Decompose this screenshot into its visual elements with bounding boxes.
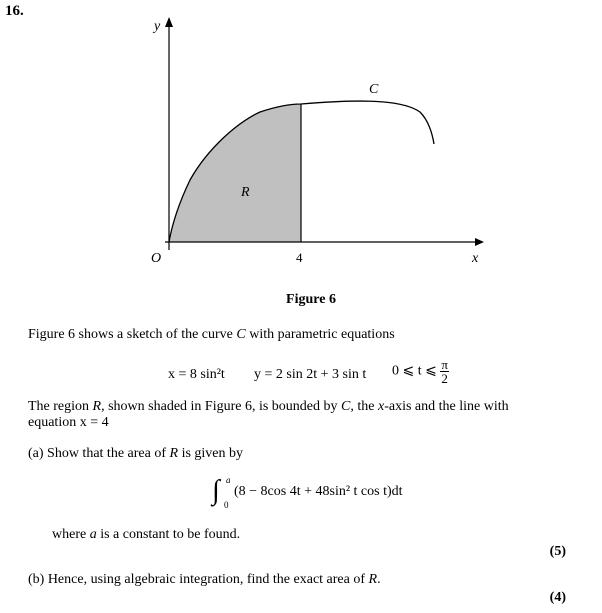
region-description: The region R, shown shaded in Figure 6, is bounded by C, the x-axis and the line with equation x = 4	[28, 399, 509, 430]
figure-6	[0, 0, 602, 290]
y-axis-arrow	[165, 17, 173, 27]
range-numerator: π	[441, 357, 448, 372]
x-axis-label: x	[472, 251, 479, 266]
where-text: where a is a constant to be found.	[52, 527, 241, 542]
question-number: 16.	[5, 3, 24, 19]
part-b-marks: (4)	[549, 590, 566, 605]
integral-lower-limit: 0	[224, 500, 229, 510]
tick-label-4: 4	[296, 250, 303, 265]
intro-text: Figure 6 shows a sketch of the curve C with parametric equations	[28, 327, 395, 342]
range-fraction	[440, 358, 449, 385]
range-denominator: 2	[441, 371, 448, 386]
integral-sign: ∫	[212, 475, 220, 506]
equation-x: x = 8 sin²t	[168, 367, 225, 382]
region-r-shading	[169, 104, 301, 242]
area-integral	[212, 475, 442, 513]
y-axis-label: y	[154, 19, 161, 34]
equation-y: y = 2 sin 2t + 3 sin t	[254, 367, 367, 382]
figure-caption: Figure 6	[286, 292, 336, 307]
integral-upper-limit: a	[226, 475, 231, 485]
curve-label: C	[369, 82, 379, 97]
origin-label: O	[151, 251, 162, 266]
region-label: R	[241, 185, 250, 200]
integrand: (8 − 8cos 4t + 48sin² t cos t)dt	[234, 484, 403, 499]
part-a-marks: (5)	[549, 544, 566, 559]
part-a-prompt: (a) Show that the area of R is given by	[28, 446, 244, 461]
part-b-prompt: (b) Hence, using algebraic integration, find the exact area of R.	[28, 572, 381, 587]
x-axis-arrow	[475, 238, 484, 246]
range-lhs: 0 ⩽ t ⩽	[392, 363, 437, 379]
parameter-range	[392, 358, 449, 385]
